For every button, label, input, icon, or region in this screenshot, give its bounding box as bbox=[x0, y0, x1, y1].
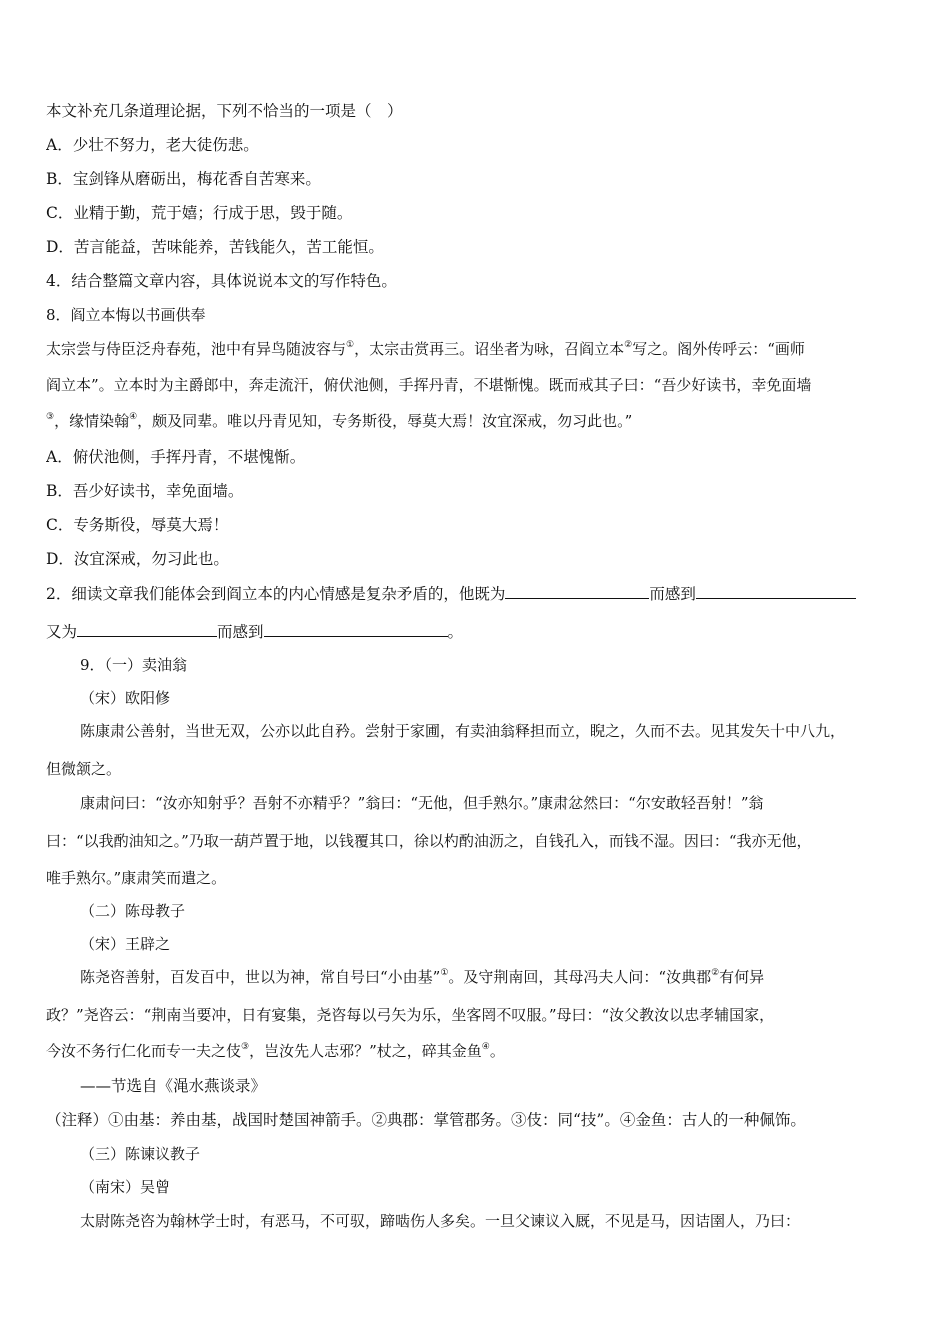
passage-9-line-5: 唯手熟尔。”康肃笑而遣之。 bbox=[46, 869, 227, 887]
question-2-line-2: 又为 而感到 。 bbox=[46, 620, 916, 643]
note-marker-3: ③ bbox=[46, 412, 55, 422]
option-b: B．宝剑锋从磨砺出，梅花香自苦寒来。 bbox=[46, 170, 321, 188]
answer-blank-3[interactable] bbox=[77, 620, 217, 637]
question-intro: 本文补充几条道理论据，下列不恰当的一项是（ ） bbox=[46, 102, 403, 120]
passage-9-2-line-1: 陈尧咨善射，百发百中，世以为神，常自号曰“小由基”①。及守荆南回，其母冯夫人问：“汝典郡②有何异 bbox=[80, 968, 765, 986]
passage-8-line-1: 太宗尝与侍臣泛舟春苑，池中有异鸟随波容与①，太宗击赏再三。诏坐者为咏，召阎立本②写之。阁外传呼云：“画师 bbox=[46, 340, 805, 358]
note-marker-1: ① bbox=[346, 340, 355, 350]
passage-9-2-line-3: 今汝不务行仁化而专一夫之伎③，岂汝先人志邪？”杖之，碎其金鱼④。 bbox=[46, 1042, 505, 1060]
question-2-line-1: 2．细读文章我们能体会到阎立本的内心情感是复杂矛盾的，他既为 而感到 bbox=[46, 582, 916, 605]
passage-9-line-1: 陈康肃公善射，当世无双，公亦以此自矜。尝射于家圃，有卖油翁释担而立，睨之，久而不去。见其发矢十中八九， bbox=[80, 722, 846, 740]
passage-9-3-line-1: 太尉陈尧咨为翰林学士时，有恶马，不可驭，蹄啮伤人多矣。一旦父谏议入厩，不见是马，因诘圉人，乃曰： bbox=[80, 1212, 801, 1230]
note-marker-9-3: ③ bbox=[241, 1042, 250, 1052]
note-marker-9-4: ④ bbox=[481, 1042, 490, 1052]
note-marker-9-2: ② bbox=[711, 968, 720, 978]
section-9-author: （宋）欧阳修 bbox=[80, 689, 171, 707]
section-9-2-author: （宋）王辟之 bbox=[80, 935, 171, 953]
note-marker-2: ② bbox=[624, 340, 633, 350]
note-marker-9-1: ① bbox=[440, 968, 449, 978]
option-c-8: C．专务斯役，辱莫大焉！ bbox=[46, 516, 229, 534]
answer-blank-4[interactable] bbox=[264, 620, 448, 637]
answer-blank-1[interactable] bbox=[505, 582, 649, 599]
source-citation: ——节选自《渑水燕谈录》 bbox=[80, 1077, 267, 1095]
option-a: A．少壮不努力，老大徒伤悲。 bbox=[46, 136, 259, 154]
option-b-8: B．吾少好读书，幸免面墙。 bbox=[46, 482, 244, 500]
section-9-3-title: （三）陈谏议教子 bbox=[80, 1145, 201, 1163]
passage-9-line-2: 但微颔之。 bbox=[46, 760, 122, 778]
question-4: 4．结合整篇文章内容，具体说说本文的写作特色。 bbox=[46, 272, 397, 290]
answer-blank-2[interactable] bbox=[696, 582, 856, 599]
section-8-title: 8．阎立本悔以书画供奉 bbox=[46, 306, 206, 324]
passage-9-line-3: 康肃问曰：“汝亦知射乎？吾射不亦精乎？”翁曰：“无他，但手熟尔。”康肃忿然曰：“尔安敢轻吾射！”翁 bbox=[80, 794, 764, 812]
option-a-8: A．俯伏池侧，手挥丹青，不堪愧惭。 bbox=[46, 448, 306, 466]
annotations: （注释）①由基：养由基，战国时楚国神箭手。②典郡：掌管郡务。③伎：同“技”。④金鱼：古人的一种佩饰。 bbox=[46, 1111, 806, 1129]
passage-8-line-3: ③，缘情染翰④，颇及同辈。唯以丹青见知，专务斯役，辱莫大焉！汝宜深戒，勿习此也。” bbox=[46, 412, 633, 430]
option-d: D．苦言能益，苦味能养，苦钱能久，苦工能恒。 bbox=[46, 238, 384, 256]
passage-9-line-4: 曰：“以我酌油知之。”乃取一葫芦置于地，以钱覆其口，徐以杓酌油沥之，自钱孔入，而钱不湿。因曰：“我亦无他， bbox=[46, 832, 812, 850]
option-c: C．业精于勤，荒于嬉；行成于思，毁于随。 bbox=[46, 204, 353, 222]
section-9-title: 9．（一）卖油翁 bbox=[80, 656, 188, 674]
section-9-3-author: （南宋）吴曾 bbox=[80, 1178, 171, 1196]
passage-9-2-line-2: 政？”尧咨云：“荆南当要冲，日有宴集，尧咨每以弓矢为乐，坐客罔不叹服。”母曰：“汝父教汝以忠孝辅国家， bbox=[46, 1006, 775, 1024]
section-9-2-title: （二）陈母教子 bbox=[80, 902, 186, 920]
note-marker-4: ④ bbox=[129, 412, 138, 422]
option-d-8: D．汝宜深戒，勿习此也。 bbox=[46, 550, 229, 568]
passage-8-line-2: 阎立本”。立本时为主爵郎中，奔走流汗，俯伏池侧，手挥丹青，不堪惭愧。既而戒其子曰：“吾少好读书，幸免面墙 bbox=[46, 376, 812, 394]
